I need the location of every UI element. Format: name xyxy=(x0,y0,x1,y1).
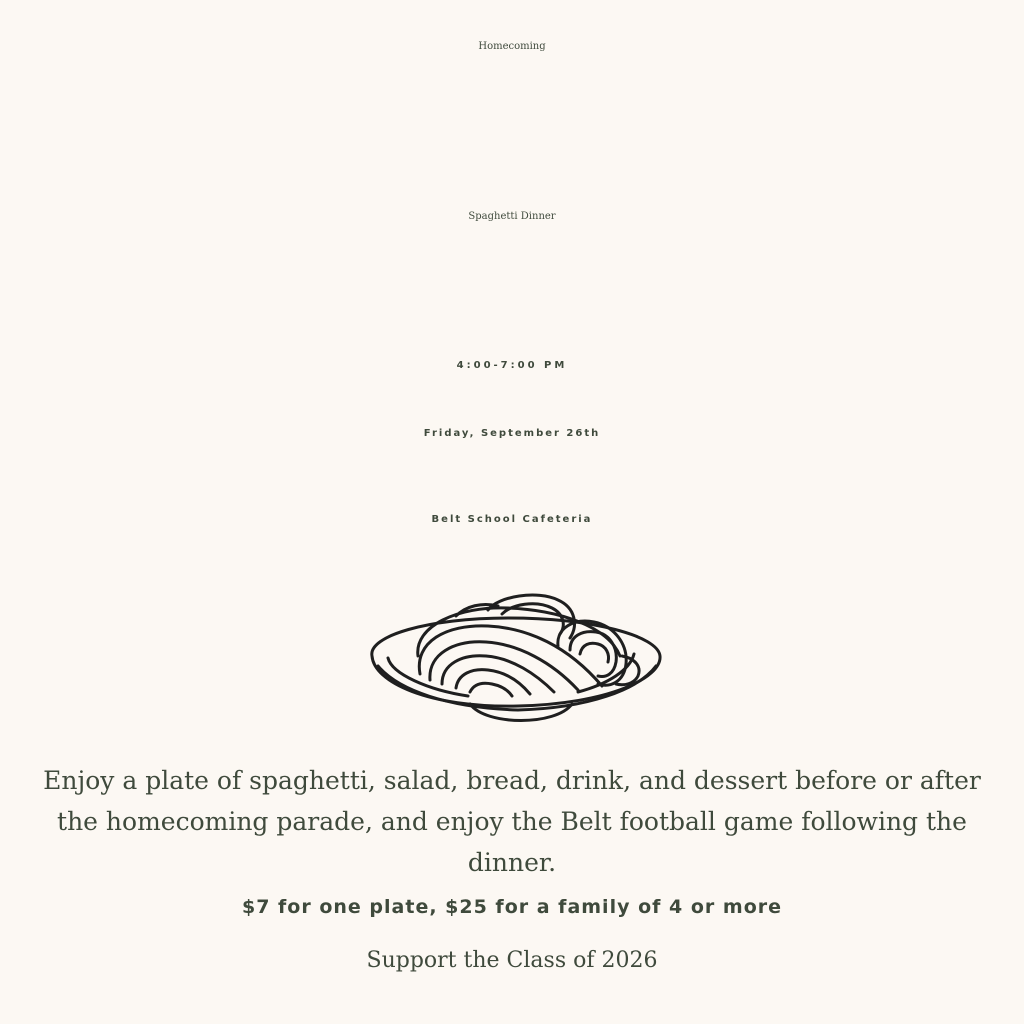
event-venue: Belt School Cafeteria xyxy=(431,514,593,525)
title-line-2: Spaghetti Dinner xyxy=(468,211,556,222)
event-description: Enjoy a plate of spaghetti, salad, bread, drink, and dessert before or after the homecoming parade, and enjoy the Belt football game following the dinner. xyxy=(43,766,981,877)
pricing-info: $7 for one plate, $25 for a family of 4 or more xyxy=(241,896,783,918)
title-line-1: Homecoming xyxy=(478,41,546,52)
event-time: 4:00-7:00 PM xyxy=(456,360,568,371)
event-date: Friday, September 26th xyxy=(423,428,601,439)
spaghetti-plate-icon xyxy=(358,586,666,738)
support-message: Support the Class of 2026 xyxy=(366,948,658,973)
